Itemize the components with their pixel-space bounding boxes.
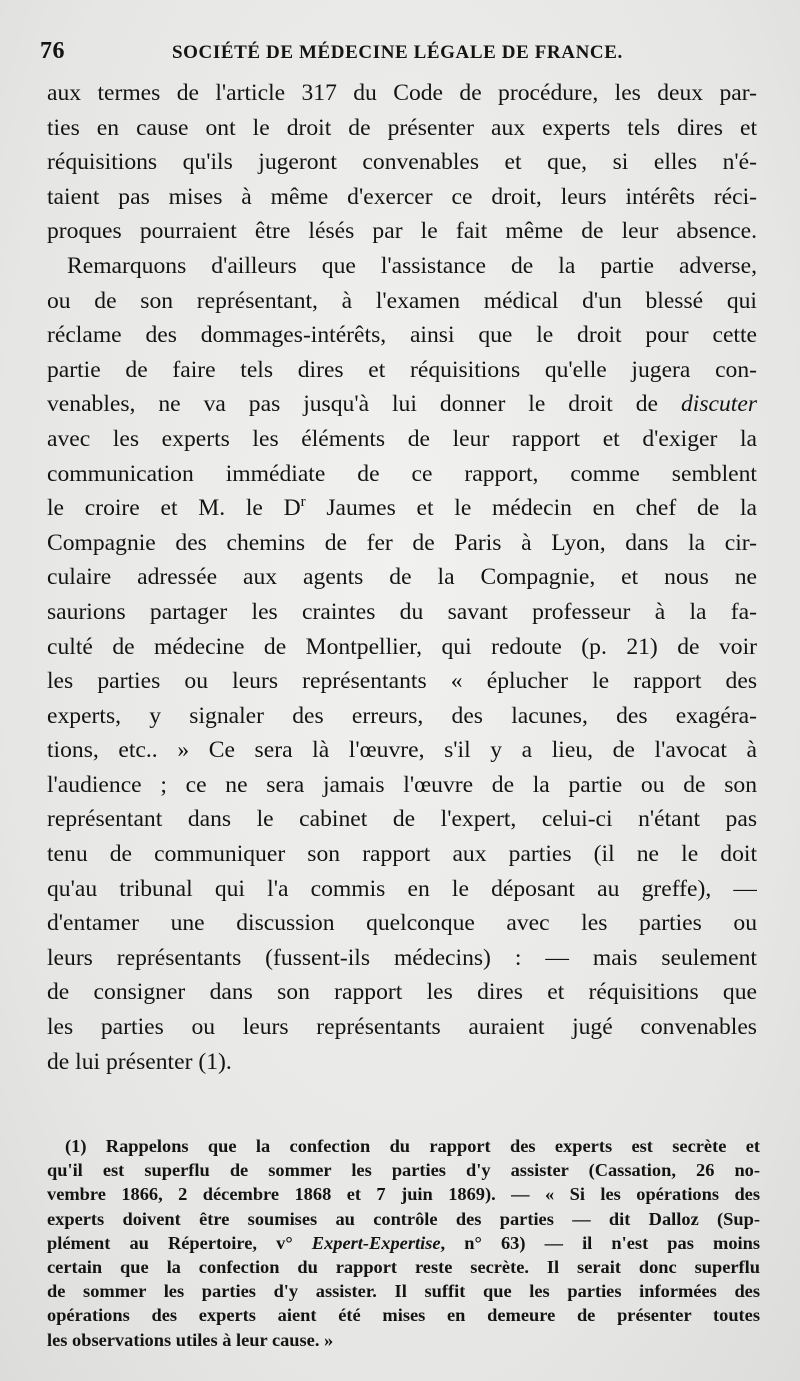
body-line: Remarquons d'ailleurs que l'assistance de la partie adverse, bbox=[67, 252, 757, 279]
footnote-line: certain que la confection du rapport reste secrète. Il serait donc superflu bbox=[47, 1256, 760, 1277]
body-line: réclame des dommages-intérêts, ainsi que le droit pour cette bbox=[47, 322, 757, 349]
body-line: l'audience ; ce ne sera jamais l'œuvre de la partie ou de son bbox=[47, 771, 757, 798]
body-line: de lui présenter (1). bbox=[47, 1048, 232, 1075]
body-line: partie de faire tels dires et réquisitions qu'elle jugera con- bbox=[47, 356, 757, 383]
body-line-text: le croire et M. le D bbox=[47, 495, 301, 522]
body-line: Compagnie des chemins de fer de Paris à Lyon, dans la cir- bbox=[47, 529, 757, 556]
footnote-line-expertise bbox=[47, 1231, 760, 1255]
body-line-text: venables, ne va pas jusqu'à lui donner le droit de bbox=[47, 391, 659, 418]
body-line-doctor bbox=[47, 491, 757, 526]
footnote-line: qu'il est superflu de sommer les parties d'y assister (Cassation, 26 no- bbox=[47, 1160, 760, 1181]
footnote-line: experts doivent être soumises au contrôle des parties — dit Dalloz (Sup- bbox=[47, 1208, 760, 1229]
emphasis-discuter: discuter bbox=[680, 391, 757, 418]
footnote-line: (1) Rappelons que la confection du rapport des experts est secrète et bbox=[65, 1136, 760, 1156]
body-line-discuter bbox=[47, 387, 757, 422]
footnote-line: vembre 1866, 2 décembre 1868 et 7 juin 1869). — « Si les opérations des bbox=[47, 1184, 760, 1205]
body-line: ou de son représentant, à l'examen médical d'un blessé qui bbox=[47, 287, 757, 314]
running-head: SOCIÉTÉ DE MÉDECINE LÉGALE DE FRANCE. bbox=[172, 42, 623, 63]
body-line: de consigner dans son rapport les dires et réquisitions que bbox=[47, 979, 757, 1006]
page-header bbox=[40, 38, 760, 72]
body-line: culté de médecine de Montpellier, qui redoute (p. 21) de voir bbox=[47, 633, 757, 660]
body-line: leurs représentants (fussent-ils médecins) : — mais seulement bbox=[47, 944, 757, 971]
body-line: d'entamer une discussion quelconque avec les parties ou bbox=[47, 910, 757, 937]
footnote-line: opérations des experts aient été mises en demeure de présenter toutes bbox=[47, 1305, 760, 1326]
footnote-line: les observations utiles à leur cause. » bbox=[47, 1329, 334, 1350]
footnote bbox=[47, 1134, 760, 1352]
body-line: experts, y signaler des erreurs, des lacunes, des exagéra- bbox=[47, 702, 757, 729]
body-line: culaire adressée aux agents de la Compagnie, et nous ne bbox=[47, 564, 757, 591]
body-line: aux termes de l'article 317 du Code de procédure, les deux par- bbox=[47, 80, 757, 106]
body-line: taient pas mises à même d'exercer ce droit, leurs intérêts réci- bbox=[47, 183, 757, 210]
body-line: proques pourraient être lésés par le fait même de leur absence. bbox=[47, 218, 757, 245]
body-line: tenu de communiquer son rapport aux parties (il ne le doit bbox=[47, 841, 757, 868]
body-line: représentant dans le cabinet de l'expert, celui-ci n'étant pas bbox=[47, 806, 757, 833]
footnote-line-text: , n° 63) — il n'est pas moins bbox=[440, 1232, 760, 1253]
footnote-line: de sommer les parties d'y assister. Il suffit que les parties informées des bbox=[47, 1281, 760, 1302]
body-line: avec les experts les éléments de leur rapport et d'exiger la bbox=[47, 425, 757, 452]
page-number: 76 bbox=[40, 38, 65, 64]
emphasis-expert-expertise: Expert-Expertise bbox=[311, 1232, 441, 1253]
body-line: les parties ou leurs représentants auraient jugé convenables bbox=[47, 1014, 757, 1041]
body-line: ties en cause ont le droit de présenter aux experts tels dires et bbox=[47, 114, 757, 141]
body-line: communication immédiate de ce rapport, comme semblent bbox=[47, 460, 757, 487]
body-line: qu'au tribunal qui l'a commis en le déposant au greffe), — bbox=[47, 875, 757, 902]
body-line: tions, etc.. » Ce sera là l'œuvre, s'il y a lieu, de l'avocat à bbox=[47, 737, 757, 764]
body-line: les parties ou leurs représentants « éplucher le rapport des bbox=[47, 668, 757, 695]
footnote-line-text: plément au Répertoire, v° bbox=[47, 1232, 312, 1253]
body-line-text: Jaumes et le médecin en chef de la bbox=[305, 495, 757, 522]
body-text bbox=[47, 76, 757, 1079]
body-line: saurions partager les craintes du savant professeur à la fa- bbox=[47, 598, 757, 625]
doctor-superscript: r bbox=[300, 494, 306, 511]
body-line: réquisitions qu'ils jugeront convenables et que, si elles n'é- bbox=[47, 149, 757, 176]
